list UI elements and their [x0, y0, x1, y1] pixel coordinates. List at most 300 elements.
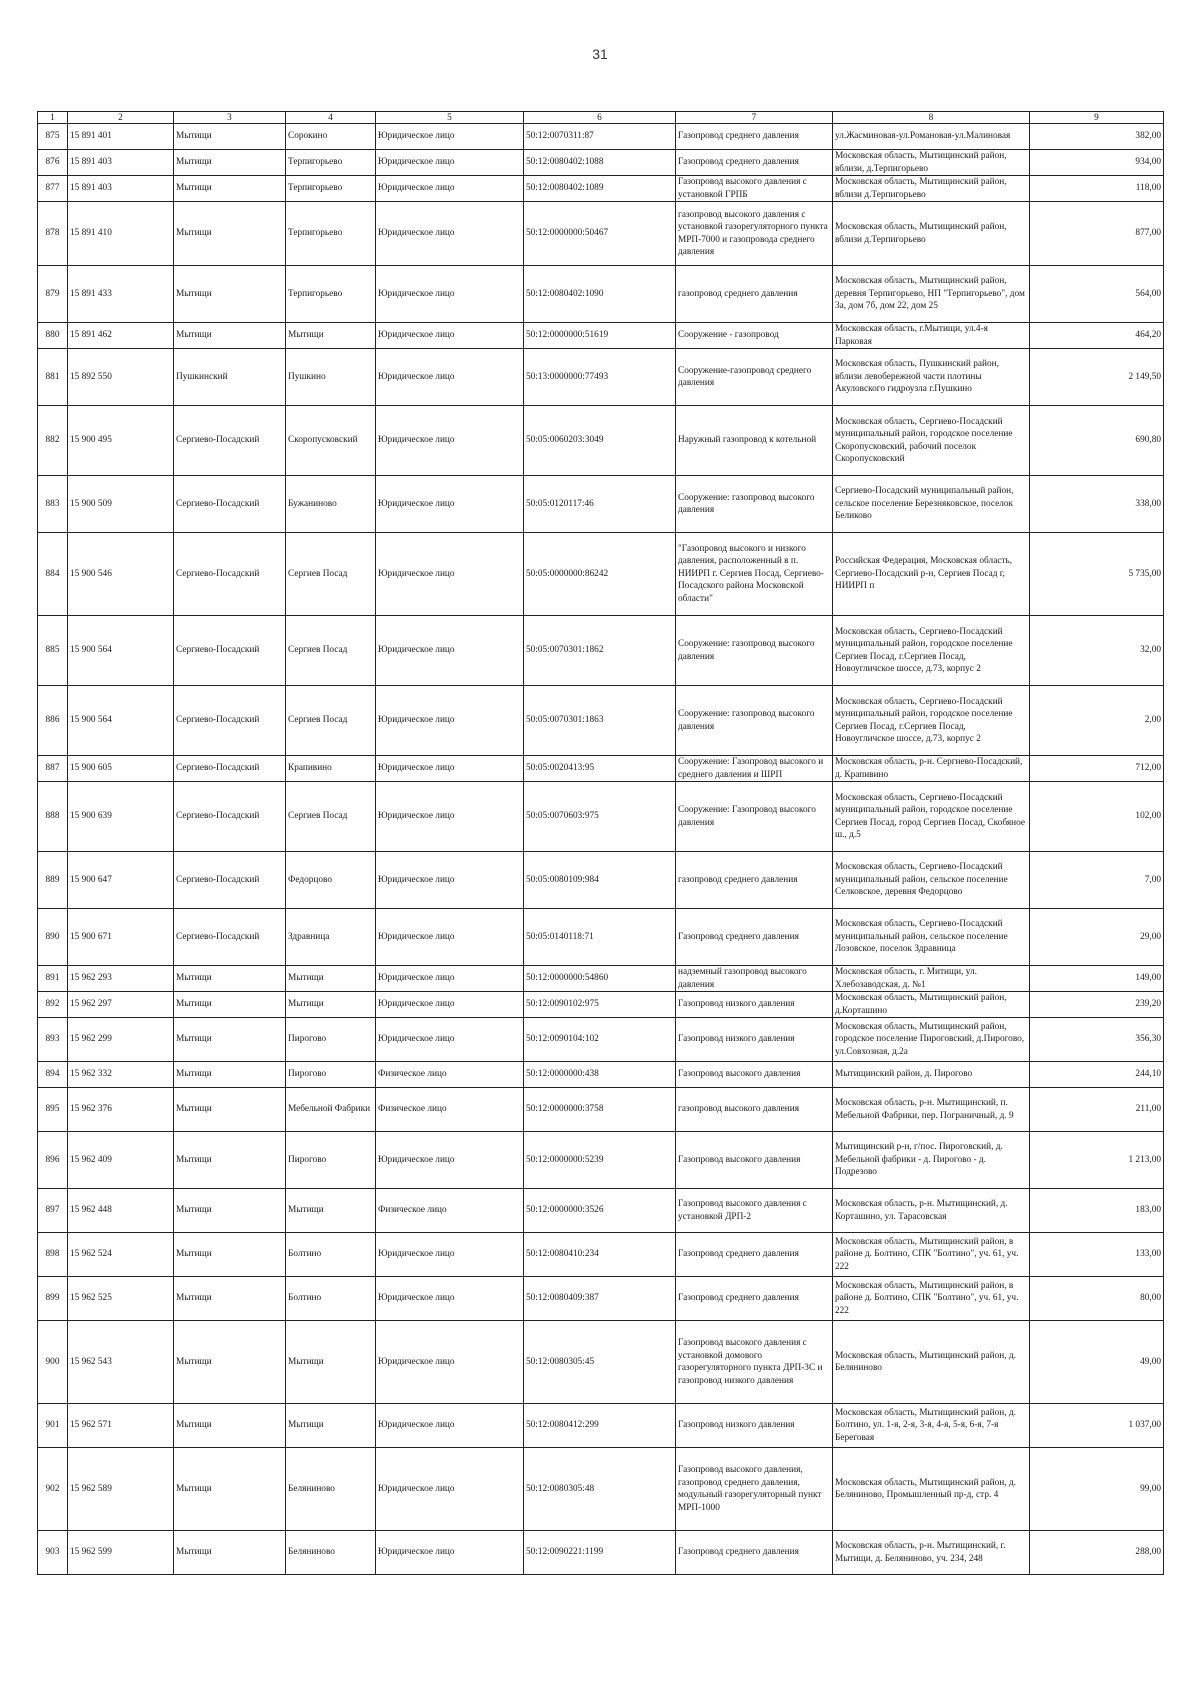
- code-cell: 15 962 589: [68, 1448, 174, 1531]
- district-cell: Мытищи: [174, 266, 286, 323]
- code-cell: 15 900 509: [68, 476, 174, 533]
- object-name-cell: газопровод высокого давления: [676, 1088, 833, 1132]
- cadastral-number-cell: 50:05:0020413:95: [524, 756, 676, 782]
- settlement-cell: Болтино: [286, 1277, 376, 1321]
- owner-type-cell: Юридическое лицо: [376, 852, 524, 909]
- code-cell: 15 962 599: [68, 1531, 174, 1575]
- page-number: 31: [592, 46, 608, 62]
- column-header: 5: [376, 112, 524, 124]
- code-cell: 15 891 403: [68, 176, 174, 202]
- row-number-cell: 892: [38, 992, 68, 1018]
- area-cell: 244,10: [1030, 1062, 1164, 1088]
- address-cell: Мытищинский р-н, г/пос. Пироговский, д. Мебельной фабрики - д. Пирогово - д. Подрезово: [833, 1132, 1030, 1189]
- owner-type-cell: Физическое лицо: [376, 1062, 524, 1088]
- owner-type-cell: Юридическое лицо: [376, 966, 524, 992]
- area-cell: 712,00: [1030, 756, 1164, 782]
- row-number-cell: 890: [38, 909, 68, 966]
- row-number-cell: 901: [38, 1404, 68, 1448]
- district-cell: Мытищи: [174, 323, 286, 349]
- settlement-cell: Мытищи: [286, 966, 376, 992]
- owner-type-cell: Юридическое лицо: [376, 406, 524, 476]
- row-number-cell: 899: [38, 1277, 68, 1321]
- table-row: [38, 1233, 1164, 1277]
- row-number-cell: 876: [38, 150, 68, 176]
- area-cell: 102,00: [1030, 782, 1164, 852]
- owner-type-cell: Юридическое лицо: [376, 1132, 524, 1189]
- owner-type-cell: Юридическое лицо: [376, 176, 524, 202]
- object-name-cell: Сооружение: Газопровод высокого давления: [676, 782, 833, 852]
- cadastral-number-cell: 50:12:0000000:438: [524, 1062, 676, 1088]
- settlement-cell: Скоропусковский: [286, 406, 376, 476]
- code-cell: 15 900 647: [68, 852, 174, 909]
- district-cell: Мытищи: [174, 150, 286, 176]
- settlement-cell: Терпигорьево: [286, 266, 376, 323]
- address-cell: Московская область, Мытищинский район, д.Корташино: [833, 992, 1030, 1018]
- row-number-cell: 900: [38, 1321, 68, 1404]
- row-number-cell: 894: [38, 1062, 68, 1088]
- cadastral-number-cell: 50:12:0080305:45: [524, 1321, 676, 1404]
- address-cell: Московская область, Пушкинский район, вблизи левобережной части плотины Акуловского гидроузла г.Пушкино: [833, 349, 1030, 406]
- owner-type-cell: Юридическое лицо: [376, 1321, 524, 1404]
- object-name-cell: Газопровод высокого давления с установкой ДРП-2: [676, 1189, 833, 1233]
- district-cell: Сергиево-Посадский: [174, 476, 286, 533]
- table-row: [38, 1448, 1164, 1531]
- area-cell: 32,00: [1030, 616, 1164, 686]
- object-name-cell: Газопровод среднего давления: [676, 124, 833, 150]
- cadastral-number-cell: 50:12:0070311:87: [524, 124, 676, 150]
- cadastral-number-cell: 50:13:0000000:77493: [524, 349, 676, 406]
- object-name-cell: Газопровод среднего давления: [676, 909, 833, 966]
- table-row: [38, 476, 1164, 533]
- code-cell: 15 962 525: [68, 1277, 174, 1321]
- object-name-cell: Газопровод низкого давления: [676, 1404, 833, 1448]
- cadastral-number-cell: 50:12:0080402:1088: [524, 150, 676, 176]
- row-number-cell: 886: [38, 686, 68, 756]
- object-name-cell: Газопровод среднего давления: [676, 1233, 833, 1277]
- owner-type-cell: Юридическое лицо: [376, 686, 524, 756]
- row-number-cell: 882: [38, 406, 68, 476]
- owner-type-cell: Юридическое лицо: [376, 1018, 524, 1062]
- column-header: 9: [1030, 112, 1164, 124]
- address-cell: Московская область, Мытищинский район, вблизи д.Терпигорьево: [833, 202, 1030, 266]
- district-cell: Сергиево-Посадский: [174, 533, 286, 616]
- district-cell: Мытищи: [174, 1088, 286, 1132]
- district-cell: Сергиево-Посадский: [174, 782, 286, 852]
- row-number-cell: 885: [38, 616, 68, 686]
- row-number-cell: 880: [38, 323, 68, 349]
- column-header: 6: [524, 112, 676, 124]
- area-cell: 80,00: [1030, 1277, 1164, 1321]
- object-name-cell: газопровод среднего давления: [676, 266, 833, 323]
- code-cell: 15 962 293: [68, 966, 174, 992]
- table-row: [38, 1404, 1164, 1448]
- settlement-cell: Пушкино: [286, 349, 376, 406]
- row-number-cell: 888: [38, 782, 68, 852]
- code-cell: 15 962 299: [68, 1018, 174, 1062]
- code-cell: 15 900 639: [68, 782, 174, 852]
- cadastral-number-cell: 50:12:0000000:5239: [524, 1132, 676, 1189]
- object-name-cell: газопровод высокого давления с установкой газорегуляторного пункта МРП-7000 и газопровода среднего давления: [676, 202, 833, 266]
- district-cell: Мытищи: [174, 1321, 286, 1404]
- area-cell: 338,00: [1030, 476, 1164, 533]
- table-row: [38, 1531, 1164, 1575]
- table-row: [38, 323, 1164, 349]
- object-name-cell: Сооружение - газопровод: [676, 323, 833, 349]
- address-cell: Московская область, Мытищинский район, деревня Терпигорьево, НП "Терпигорьево", дом 3а, дом 7б, дом 22, дом 25: [833, 266, 1030, 323]
- object-name-cell: Сооружение-газопровод среднего давления: [676, 349, 833, 406]
- owner-type-cell: Юридическое лицо: [376, 992, 524, 1018]
- area-cell: 356,30: [1030, 1018, 1164, 1062]
- owner-type-cell: Юридическое лицо: [376, 323, 524, 349]
- settlement-cell: Бужаниново: [286, 476, 376, 533]
- address-cell: Российская Федерация, Московская область, Сергиево-Посадский р-н, Сергиев Посад г, НИИРП п: [833, 533, 1030, 616]
- row-number-cell: 887: [38, 756, 68, 782]
- district-cell: Мытищи: [174, 1132, 286, 1189]
- address-cell: Московская область, Сергиево-Посадский муниципальный район, городское поселение Сергиев Посад, г.Сергиев Посад, Новоугличское шоссе, д.73, корпус 2: [833, 616, 1030, 686]
- table-row: [38, 150, 1164, 176]
- row-number-cell: 883: [38, 476, 68, 533]
- district-cell: Мытищи: [174, 1531, 286, 1575]
- owner-type-cell: Физическое лицо: [376, 1088, 524, 1132]
- object-name-cell: Газопровод низкого давления: [676, 1018, 833, 1062]
- table-row: [38, 756, 1164, 782]
- cadastral-number-cell: 50:12:0090104:102: [524, 1018, 676, 1062]
- address-cell: Московская область, р-н. Мытищинский, г. Мытищи, д. Беляниново, уч. 234, 248: [833, 1531, 1030, 1575]
- row-number-cell: 893: [38, 1018, 68, 1062]
- cadastral-number-cell: 50:12:0080402:1089: [524, 176, 676, 202]
- district-cell: Сергиево-Посадский: [174, 909, 286, 966]
- address-cell: Московская область, Сергиево-Посадский муниципальный район, сельское поселение Селковское, деревня Федорцово: [833, 852, 1030, 909]
- address-cell: Московская область, р-н. Мытищинский, п. Мебельной Фабрики, пер. Пограничный, д. 9: [833, 1088, 1030, 1132]
- address-cell: Сергиево-Посадский муниципальный район, сельское поселение Березняковское, поселок Беликово: [833, 476, 1030, 533]
- district-cell: Мытищи: [174, 1062, 286, 1088]
- district-cell: Сергиево-Посадский: [174, 616, 286, 686]
- settlement-cell: Мытищи: [286, 1321, 376, 1404]
- object-name-cell: Сооружение: газопровод высокого давления: [676, 476, 833, 533]
- area-cell: 149,00: [1030, 966, 1164, 992]
- code-cell: 15 900 495: [68, 406, 174, 476]
- district-cell: Сергиево-Посадский: [174, 852, 286, 909]
- table-row: [38, 349, 1164, 406]
- object-name-cell: надземный газопровод высокого давления: [676, 966, 833, 992]
- settlement-cell: Терпигорьево: [286, 150, 376, 176]
- address-cell: Московская область, Мытищинский район, д. Беляниново, Промышленный пр-д, стр. 4: [833, 1448, 1030, 1531]
- address-cell: Мытищинский район, д. Пирогово: [833, 1062, 1030, 1088]
- code-cell: 15 962 543: [68, 1321, 174, 1404]
- cadastral-number-cell: 50:05:0000000:86242: [524, 533, 676, 616]
- address-cell: ул.Жасминовая-ул.Романовая-ул.Малиновая: [833, 124, 1030, 150]
- area-cell: 183,00: [1030, 1189, 1164, 1233]
- row-number-cell: 903: [38, 1531, 68, 1575]
- cadastral-number-cell: 50:12:0080412:299: [524, 1404, 676, 1448]
- table-row: [38, 1189, 1164, 1233]
- object-name-cell: Газопровод высокого давления, газопровод среднего давления, модульный газорегуляторный пункт МРП-1000: [676, 1448, 833, 1531]
- table-row: [38, 782, 1164, 852]
- register-table: [37, 111, 1164, 1575]
- code-cell: 15 891 410: [68, 202, 174, 266]
- settlement-cell: Мытищи: [286, 1404, 376, 1448]
- district-cell: Мытищи: [174, 1404, 286, 1448]
- row-number-cell: 878: [38, 202, 68, 266]
- object-name-cell: газопровод среднего давления: [676, 852, 833, 909]
- cadastral-number-cell: 50:05:0070603:975: [524, 782, 676, 852]
- district-cell: Мытищи: [174, 966, 286, 992]
- object-name-cell: Наружный газопровод к котельной: [676, 406, 833, 476]
- owner-type-cell: Юридическое лицо: [376, 1448, 524, 1531]
- owner-type-cell: Юридическое лицо: [376, 756, 524, 782]
- cadastral-number-cell: 50:12:0000000:54860: [524, 966, 676, 992]
- settlement-cell: Пирогово: [286, 1018, 376, 1062]
- code-cell: 15 962 376: [68, 1088, 174, 1132]
- district-cell: Мытищи: [174, 124, 286, 150]
- area-cell: 564,00: [1030, 266, 1164, 323]
- object-name-cell: Газопровод среднего давления: [676, 1531, 833, 1575]
- area-cell: 464,20: [1030, 323, 1164, 349]
- area-cell: 133,00: [1030, 1233, 1164, 1277]
- code-cell: 15 900 564: [68, 616, 174, 686]
- district-cell: Сергиево-Посадский: [174, 686, 286, 756]
- row-number-cell: 891: [38, 966, 68, 992]
- cadastral-number-cell: 50:05:0070301:1862: [524, 616, 676, 686]
- area-cell: 1 037,00: [1030, 1404, 1164, 1448]
- address-cell: Московская область, г.Мытищи, ул.4-я Парковая: [833, 323, 1030, 349]
- area-cell: 239,20: [1030, 992, 1164, 1018]
- district-cell: Мытищи: [174, 1233, 286, 1277]
- cadastral-number-cell: 50:05:0080109:984: [524, 852, 676, 909]
- column-header: 8: [833, 112, 1030, 124]
- owner-type-cell: Юридическое лицо: [376, 266, 524, 323]
- object-name-cell: Газопровод низкого давления: [676, 992, 833, 1018]
- owner-type-cell: Юридическое лицо: [376, 533, 524, 616]
- table-row: [38, 1277, 1164, 1321]
- table-row: [38, 202, 1164, 266]
- settlement-cell: Болтино: [286, 1233, 376, 1277]
- row-number-cell: 898: [38, 1233, 68, 1277]
- table-row: [38, 909, 1164, 966]
- cadastral-number-cell: 50:12:0090102:975: [524, 992, 676, 1018]
- settlement-cell: Сергиев Посад: [286, 533, 376, 616]
- table-row: [38, 1018, 1164, 1062]
- cadastral-number-cell: 50:12:0000000:51619: [524, 323, 676, 349]
- code-cell: 15 900 546: [68, 533, 174, 616]
- settlement-cell: Сергиев Посад: [286, 616, 376, 686]
- address-cell: Московская область, Мытищинский район, в районе д. Болтино, СПК "Болтино", уч. 61, уч. 222: [833, 1233, 1030, 1277]
- table-row: [38, 176, 1164, 202]
- code-cell: 15 900 605: [68, 756, 174, 782]
- owner-type-cell: Юридическое лицо: [376, 1277, 524, 1321]
- owner-type-cell: Юридическое лицо: [376, 909, 524, 966]
- cadastral-number-cell: 50:05:0120117:46: [524, 476, 676, 533]
- district-cell: Мытищи: [174, 202, 286, 266]
- area-cell: 7,00: [1030, 852, 1164, 909]
- object-name-cell: Газопровод среднего давления: [676, 150, 833, 176]
- address-cell: Московская область, Мытищинский район, д. Беляниново: [833, 1321, 1030, 1404]
- code-cell: 15 962 448: [68, 1189, 174, 1233]
- table-row: [38, 1088, 1164, 1132]
- address-cell: Московская область, г. Митищи, ул. Хлебозаводская, д. №1: [833, 966, 1030, 992]
- owner-type-cell: Юридическое лицо: [376, 1233, 524, 1277]
- address-cell: Московская область, Мытищинский район, городское поселение Пироговский, д.Пирогово, ул.Совхозная, д.2а: [833, 1018, 1030, 1062]
- code-cell: 15 892 550: [68, 349, 174, 406]
- object-name-cell: Сооружение: газопровод высокого давления: [676, 616, 833, 686]
- owner-type-cell: Юридическое лицо: [376, 124, 524, 150]
- area-cell: 877,00: [1030, 202, 1164, 266]
- district-cell: Мытищи: [174, 992, 286, 1018]
- code-cell: 15 962 297: [68, 992, 174, 1018]
- cadastral-number-cell: 50:12:0080402:1090: [524, 266, 676, 323]
- cadastral-number-cell: 50:12:0000000:3758: [524, 1088, 676, 1132]
- area-cell: 5 735,00: [1030, 533, 1164, 616]
- code-cell: 15 962 524: [68, 1233, 174, 1277]
- row-number-cell: 889: [38, 852, 68, 909]
- table-row: [38, 1062, 1164, 1088]
- owner-type-cell: Юридическое лицо: [376, 150, 524, 176]
- address-cell: Московская область, Сергиево-Посадский муниципальный район, городское поселение Сергиев Посад, город Сергиев Посад, Скобяное ш., д.5: [833, 782, 1030, 852]
- column-header: 1: [38, 112, 68, 124]
- address-cell: Московская область, р-н. Сергиево-Посадский, д. Крапивино: [833, 756, 1030, 782]
- table-row: [38, 992, 1164, 1018]
- owner-type-cell: Юридическое лицо: [376, 349, 524, 406]
- settlement-cell: Сорокино: [286, 124, 376, 150]
- address-cell: Московская область, Сергиево-Посадский муниципальный район, городское поселение Сергиев Посад, г.Сергиев Посад, Новоугличское шоссе, д.73, корпус 2: [833, 686, 1030, 756]
- area-cell: 1 213,00: [1030, 1132, 1164, 1189]
- area-cell: 2,00: [1030, 686, 1164, 756]
- row-number-cell: 895: [38, 1088, 68, 1132]
- owner-type-cell: Юридическое лицо: [376, 476, 524, 533]
- code-cell: 15 962 409: [68, 1132, 174, 1189]
- table-row: [38, 852, 1164, 909]
- district-cell: Мытищи: [174, 1448, 286, 1531]
- settlement-cell: Мытищи: [286, 323, 376, 349]
- settlement-cell: Терпигорьево: [286, 202, 376, 266]
- object-name-cell: Газопровод высокого давления с установкой домового газорегуляторного пункта ДРП-3С и газопровод низкого давления: [676, 1321, 833, 1404]
- district-cell: Мытищи: [174, 1277, 286, 1321]
- district-cell: Мытищи: [174, 176, 286, 202]
- district-cell: Пушкинский: [174, 349, 286, 406]
- column-header: 3: [174, 112, 286, 124]
- table-row: [38, 1132, 1164, 1189]
- table-row: [38, 1321, 1164, 1404]
- table-row: [38, 124, 1164, 150]
- row-number-cell: 881: [38, 349, 68, 406]
- code-cell: 15 962 571: [68, 1404, 174, 1448]
- area-cell: 29,00: [1030, 909, 1164, 966]
- row-number-cell: 902: [38, 1448, 68, 1531]
- object-name-cell: Сооружение: Газопровод высокого и среднего давления и ШРП: [676, 756, 833, 782]
- table-row: [38, 533, 1164, 616]
- settlement-cell: Мытищи: [286, 992, 376, 1018]
- column-header: 7: [676, 112, 833, 124]
- register-body: [38, 124, 1164, 1575]
- settlement-cell: Крапивино: [286, 756, 376, 782]
- area-cell: 934,00: [1030, 150, 1164, 176]
- cadastral-number-cell: 50:05:0070301:1863: [524, 686, 676, 756]
- row-number-cell: 877: [38, 176, 68, 202]
- settlement-cell: Беляниново: [286, 1531, 376, 1575]
- table-row: [38, 406, 1164, 476]
- area-cell: 382,00: [1030, 124, 1164, 150]
- column-header: 2: [68, 112, 174, 124]
- owner-type-cell: Физическое лицо: [376, 1189, 524, 1233]
- district-cell: Сергиево-Посадский: [174, 406, 286, 476]
- column-header: 4: [286, 112, 376, 124]
- object-name-cell: Газопровод высокого давления: [676, 1062, 833, 1088]
- address-cell: Московская область, Мытищинский район, в районе д. Болтино, СПК "Болтино", уч. 61, уч. 222: [833, 1277, 1030, 1321]
- owner-type-cell: Юридическое лицо: [376, 1404, 524, 1448]
- address-cell: Московская область, Мытищинский район, вблизи д.Терпигорьево: [833, 176, 1030, 202]
- object-name-cell: Газопровод высокого давления с установкой ГРПБ: [676, 176, 833, 202]
- table-row: [38, 616, 1164, 686]
- address-cell: Московская область, Мытищинский район, вблизи, д.Терпигорьево: [833, 150, 1030, 176]
- cadastral-number-cell: 50:12:0000000:3526: [524, 1189, 676, 1233]
- owner-type-cell: Юридическое лицо: [376, 202, 524, 266]
- address-cell: Московская область, Сергиево-Посадский муниципальный район, сельское поселение Лозовское, поселок Здравница: [833, 909, 1030, 966]
- area-cell: 118,00: [1030, 176, 1164, 202]
- cadastral-number-cell: 50:05:0140118:71: [524, 909, 676, 966]
- settlement-cell: Мытищи: [286, 1189, 376, 1233]
- settlement-cell: Терпигорьево: [286, 176, 376, 202]
- settlement-cell: Беляниново: [286, 1448, 376, 1531]
- cadastral-number-cell: 50:12:0000000:50467: [524, 202, 676, 266]
- code-cell: 15 962 332: [68, 1062, 174, 1088]
- code-cell: 15 891 403: [68, 150, 174, 176]
- settlement-cell: Федорцово: [286, 852, 376, 909]
- settlement-cell: Сергиев Посад: [286, 686, 376, 756]
- table-row: [38, 266, 1164, 323]
- settlement-cell: Пирогово: [286, 1132, 376, 1189]
- area-cell: 211,00: [1030, 1088, 1164, 1132]
- settlement-cell: Пирогово: [286, 1062, 376, 1088]
- area-cell: 99,00: [1030, 1448, 1164, 1531]
- code-cell: 15 891 433: [68, 266, 174, 323]
- settlement-cell: Здравница: [286, 909, 376, 966]
- owner-type-cell: Юридическое лицо: [376, 616, 524, 686]
- row-number-cell: 884: [38, 533, 68, 616]
- code-cell: 15 891 401: [68, 124, 174, 150]
- column-number-row: [38, 112, 1164, 124]
- table-row: [38, 686, 1164, 756]
- address-cell: Московская область, р-н. Мытищинский, д. Корташино, ул. Тарасовская: [833, 1189, 1030, 1233]
- row-number-cell: 897: [38, 1189, 68, 1233]
- area-cell: 2 149,50: [1030, 349, 1164, 406]
- cadastral-number-cell: 50:12:0080305:48: [524, 1448, 676, 1531]
- district-cell: Мытищи: [174, 1018, 286, 1062]
- code-cell: 15 900 564: [68, 686, 174, 756]
- object-name-cell: Газопровод высокого давления: [676, 1132, 833, 1189]
- owner-type-cell: Юридическое лицо: [376, 782, 524, 852]
- settlement-cell: Сергиев Посад: [286, 782, 376, 852]
- district-cell: Сергиево-Посадский: [174, 756, 286, 782]
- code-cell: 15 900 671: [68, 909, 174, 966]
- settlement-cell: Мебельной Фабрики: [286, 1088, 376, 1132]
- row-number-cell: 875: [38, 124, 68, 150]
- cadastral-number-cell: 50:12:0080410:234: [524, 1233, 676, 1277]
- area-cell: 288,00: [1030, 1531, 1164, 1575]
- address-cell: Московская область, Сергиево-Посадский муниципальный район, городское поселение Скоропусковский, рабочий поселок Скоропусковский: [833, 406, 1030, 476]
- table-row: [38, 966, 1164, 992]
- cadastral-number-cell: 50:12:0080409:387: [524, 1277, 676, 1321]
- area-cell: 690,80: [1030, 406, 1164, 476]
- cadastral-number-cell: 50:05:0060203:3049: [524, 406, 676, 476]
- object-name-cell: "Газопровод высокого и низкого давления, расположенный в п. НИИРП г. Сергиев Посад, Сергиево-Посадского района Московской области": [676, 533, 833, 616]
- code-cell: 15 891 462: [68, 323, 174, 349]
- area-cell: 49,00: [1030, 1321, 1164, 1404]
- cadastral-number-cell: 50:12:0090221:1199: [524, 1531, 676, 1575]
- row-number-cell: 879: [38, 266, 68, 323]
- address-cell: Московская область, Мытищинский район, д. Болтино, ул. 1-я, 2-я, 3-я, 4-я, 5-я, 6-я, 7-я Береговая: [833, 1404, 1030, 1448]
- owner-type-cell: Юридическое лицо: [376, 1531, 524, 1575]
- object-name-cell: Газопровод среднего давления: [676, 1277, 833, 1321]
